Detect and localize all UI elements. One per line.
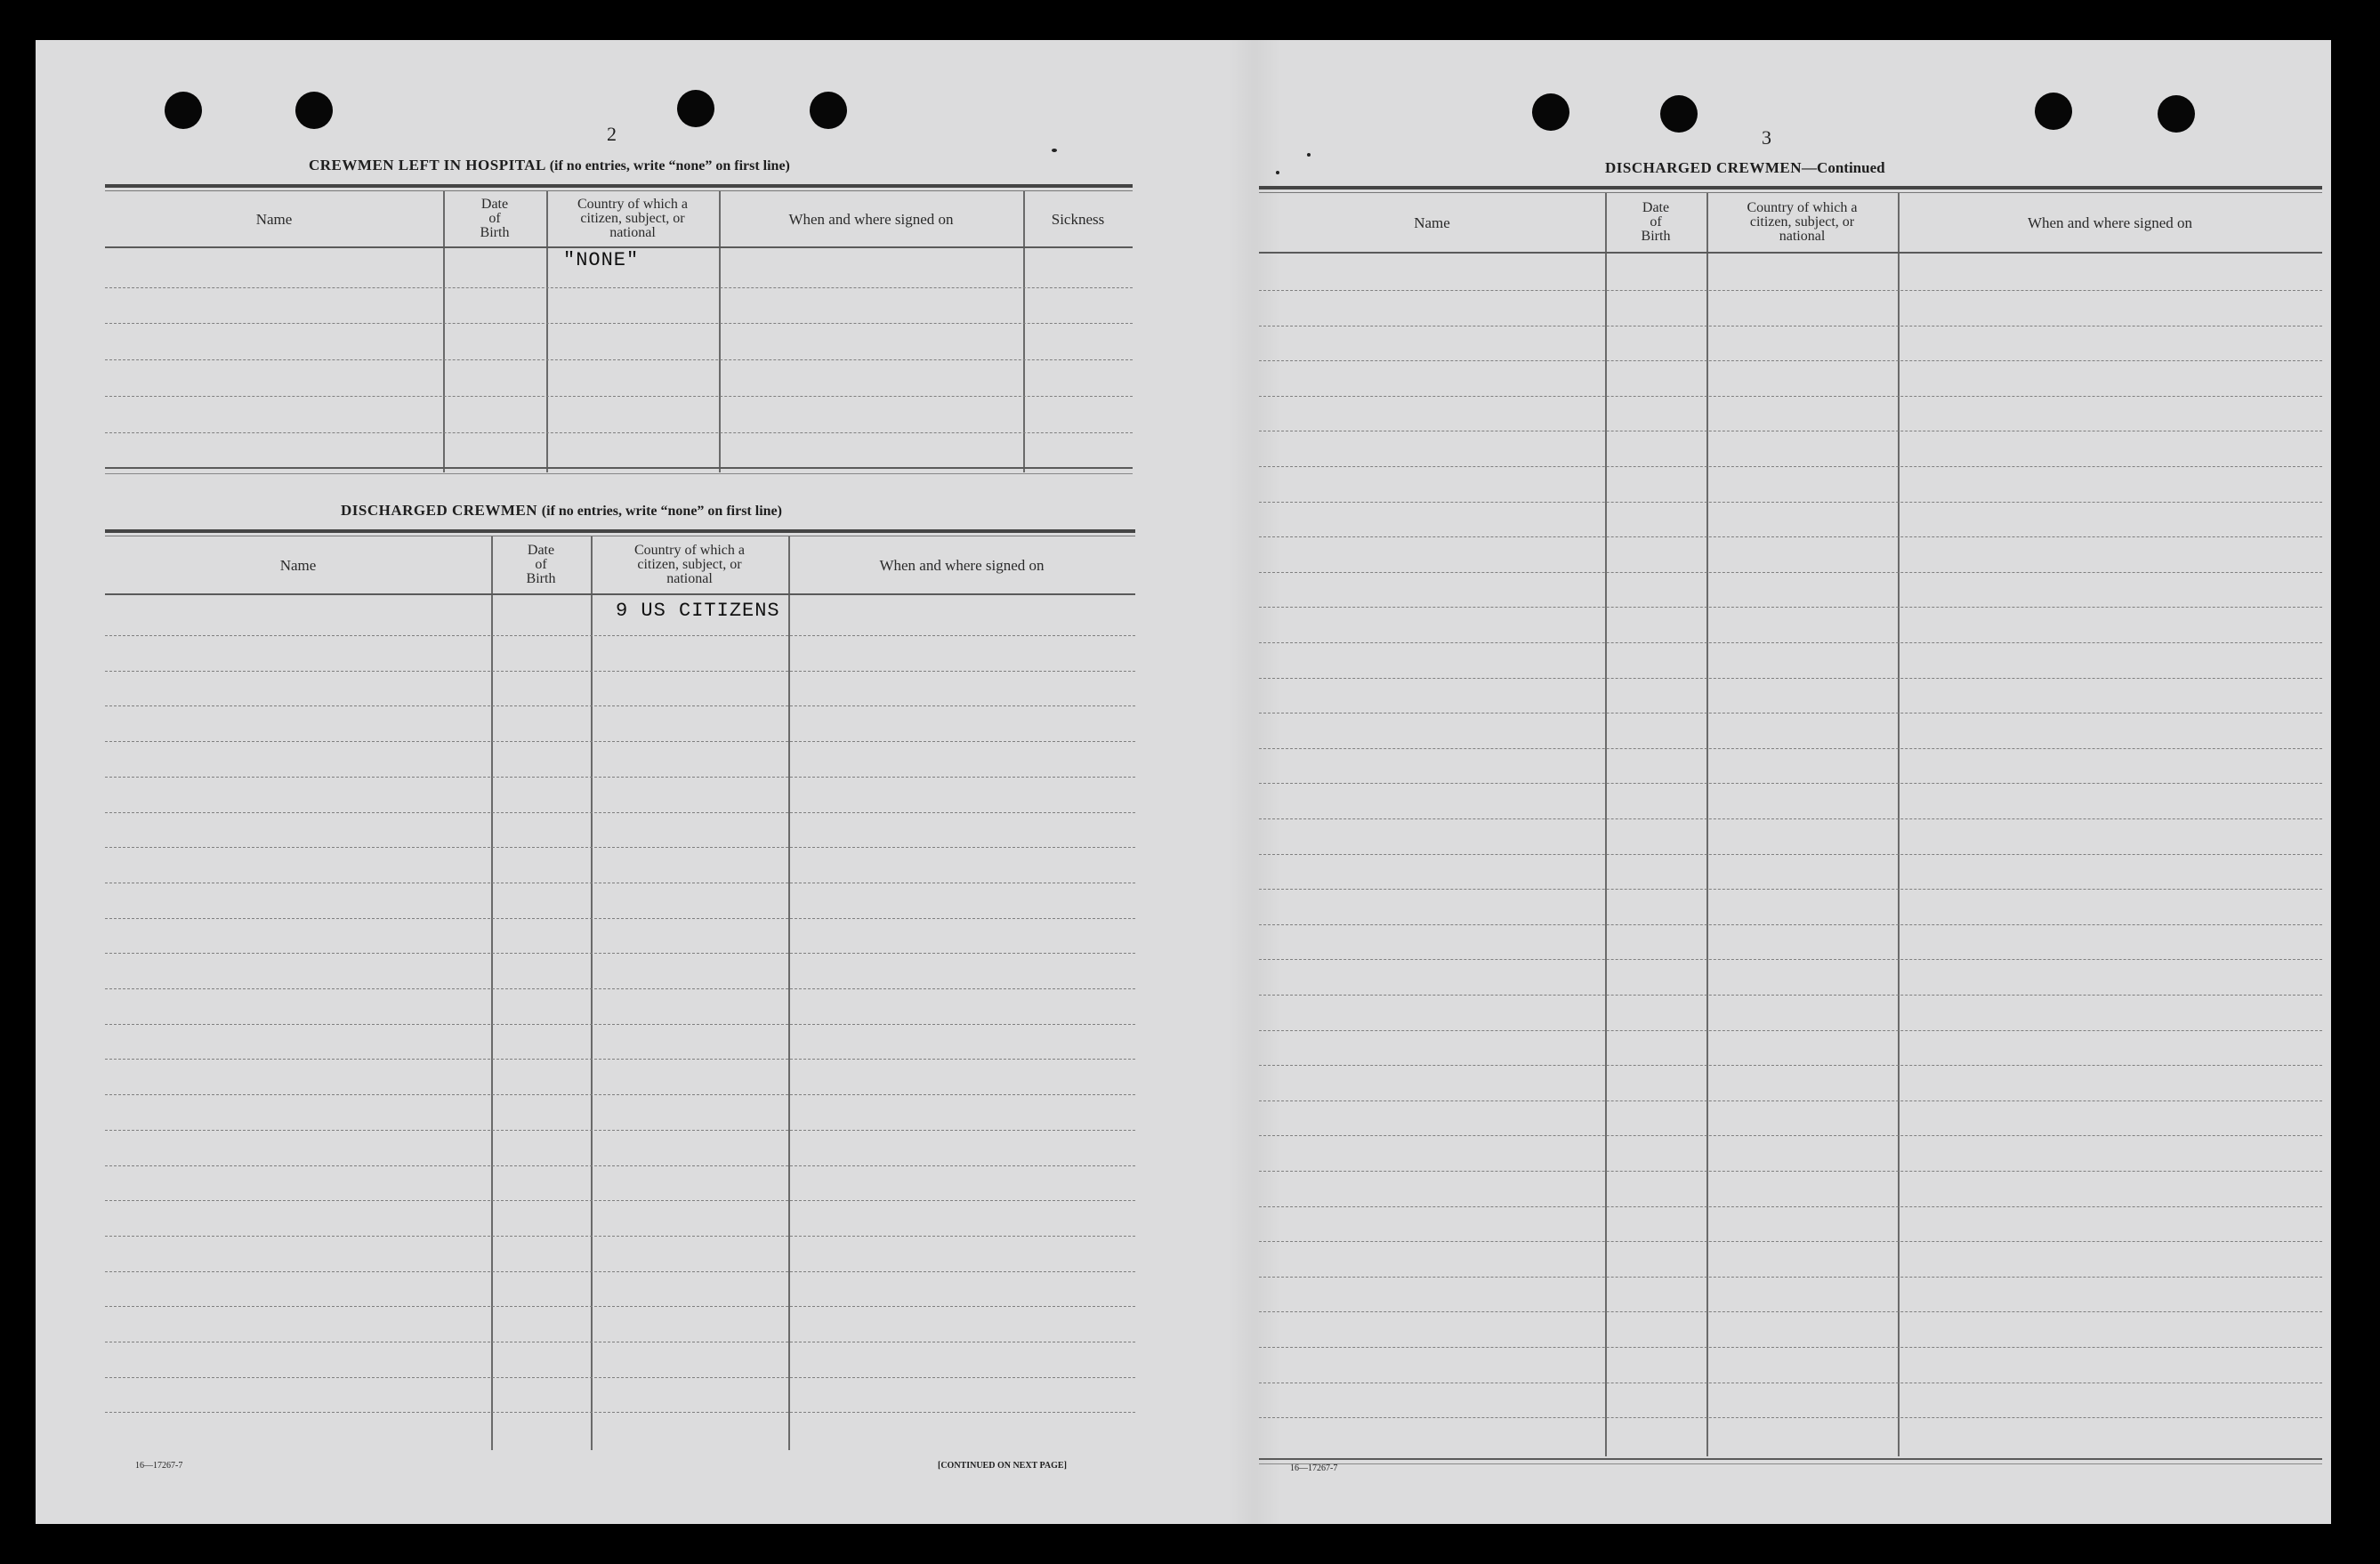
table-row [105, 777, 1135, 778]
discharged-section-title [341, 502, 782, 520]
table-row [1259, 1277, 2322, 1278]
table-row [1259, 995, 2322, 996]
table-row [105, 323, 1133, 324]
column-header-sickness: Sickness [1051, 210, 1105, 228]
table-row [105, 1377, 1135, 1378]
column-header-date-of-birth: Date of Birth [480, 197, 510, 240]
column-header-when-where: When and where signed on [879, 556, 1045, 574]
table-bottom-rule [105, 473, 1133, 474]
column-header-date-of-birth: Date of Birth [1641, 200, 1671, 244]
typed-entry-none: "NONE" [563, 249, 640, 271]
table-row [1259, 536, 2322, 537]
table-row [105, 1165, 1135, 1166]
column-divider [1898, 193, 1900, 1456]
table-row [105, 1130, 1135, 1131]
form-number: 16—17267-7 [1290, 1463, 1338, 1473]
column-divider [1605, 193, 1607, 1456]
table-row [1259, 396, 2322, 397]
table-row [1259, 1206, 2322, 1207]
table-row [1259, 959, 2322, 960]
table-row [1259, 360, 2322, 361]
table-row [1259, 889, 2322, 890]
table-bottom-rule [105, 467, 1133, 469]
punch-hole [165, 92, 202, 129]
table-row [105, 671, 1135, 672]
table-row [105, 1306, 1135, 1307]
table-row [105, 705, 1135, 706]
column-divider [591, 536, 593, 1450]
column-divider [491, 536, 493, 1450]
table-row [105, 635, 1135, 636]
table-row [105, 1271, 1135, 1272]
table-row [105, 396, 1133, 397]
table-row [1259, 572, 2322, 573]
discharged-table [105, 529, 1135, 1481]
table-row [1259, 1065, 2322, 1066]
table-row [1259, 1241, 2322, 1242]
column-divider [788, 536, 790, 1450]
table-row [105, 432, 1133, 433]
page-number: 3 [1762, 126, 1771, 149]
top-rule [105, 529, 1135, 533]
table-row [105, 918, 1135, 919]
continued-title-suffix: —Continued [1802, 159, 1885, 176]
ink-speck [1307, 153, 1311, 157]
table-row [1259, 326, 2322, 327]
table-row [1259, 783, 2322, 784]
document-page [36, 40, 2331, 1524]
table-row [1259, 924, 2322, 925]
table-row [1259, 607, 2322, 608]
table-row [105, 741, 1135, 742]
punch-hole [1532, 93, 1569, 131]
punch-hole [677, 90, 714, 127]
discharged-continued-table [1259, 186, 2322, 1485]
table-row [105, 953, 1135, 954]
punch-hole [2035, 93, 2072, 130]
hospital-table [105, 184, 1133, 515]
column-header-country: Country of which a citizen, subject, or national [577, 197, 688, 240]
header-underline [1259, 252, 2322, 254]
table-row [105, 1094, 1135, 1095]
table-bottom-rule [1259, 1458, 2322, 1460]
table-row [1259, 1030, 2322, 1031]
header-underline [105, 593, 1135, 595]
top-rule [105, 184, 1133, 188]
table-row [1259, 1100, 2322, 1101]
discharged-title-text: DISCHARGED CREWMEN [341, 502, 538, 519]
punch-hole [810, 92, 847, 129]
table-row [1259, 1171, 2322, 1172]
discharged-continued-title [1605, 159, 1885, 177]
page-number: 2 [607, 123, 617, 145]
punch-hole [1660, 95, 1698, 133]
column-header-name: Name [279, 556, 317, 574]
table-row [1259, 854, 2322, 855]
discharged-title-note: (if no entries, write “none” on first line) [541, 504, 782, 519]
top-rule [1259, 186, 2322, 189]
table-row [105, 287, 1133, 288]
table-row [1259, 1135, 2322, 1136]
table-row [1259, 678, 2322, 679]
table-row [105, 1236, 1135, 1237]
table-bottom-rule [1259, 1463, 2322, 1464]
hospital-section-title [309, 157, 790, 174]
column-header-country: Country of which a citizen, subject, or national [634, 543, 745, 586]
column-header-name: Name [255, 210, 293, 228]
column-header-name: Name [1414, 214, 1450, 231]
table-row [105, 1024, 1135, 1025]
header-underline [105, 246, 1133, 248]
table-row [105, 359, 1133, 360]
ink-speck [1276, 171, 1279, 174]
hospital-title-text: CREWMEN LEFT IN HOSPITAL [309, 157, 545, 173]
table-row [105, 812, 1135, 813]
table-row [105, 1412, 1135, 1413]
hospital-title-note: (if no entries, write “none” on first line) [549, 158, 790, 173]
punch-hole [2158, 95, 2195, 133]
ink-speck [1052, 149, 1057, 152]
punch-hole [295, 92, 333, 129]
table-row [1259, 1417, 2322, 1418]
typed-entry-citizens: 9 US CITIZENS [616, 600, 780, 622]
table-row [105, 1200, 1135, 1201]
table-row [1259, 748, 2322, 749]
table-row [1259, 642, 2322, 643]
table-row [1259, 466, 2322, 467]
form-number: 16—17267-7 [135, 1461, 183, 1471]
column-header-date-of-birth: Date of Birth [526, 543, 556, 586]
table-row [1259, 502, 2322, 503]
continued-title-text: DISCHARGED CREWMEN [1605, 159, 1803, 176]
table-row [105, 847, 1135, 848]
table-row [105, 988, 1135, 989]
table-row [1259, 1347, 2322, 1348]
table-row [1259, 818, 2322, 819]
table-row [1259, 290, 2322, 291]
column-header-when-where: When and where signed on [788, 210, 954, 228]
continued-note: [CONTINUED ON NEXT PAGE] [938, 1461, 1067, 1471]
column-divider [1706, 193, 1708, 1456]
table-row [1259, 1311, 2322, 1312]
column-header-when-where: When and where signed on [2027, 214, 2193, 231]
table-row [105, 1059, 1135, 1060]
column-header-country: Country of which a citizen, subject, or national [1747, 200, 1858, 244]
